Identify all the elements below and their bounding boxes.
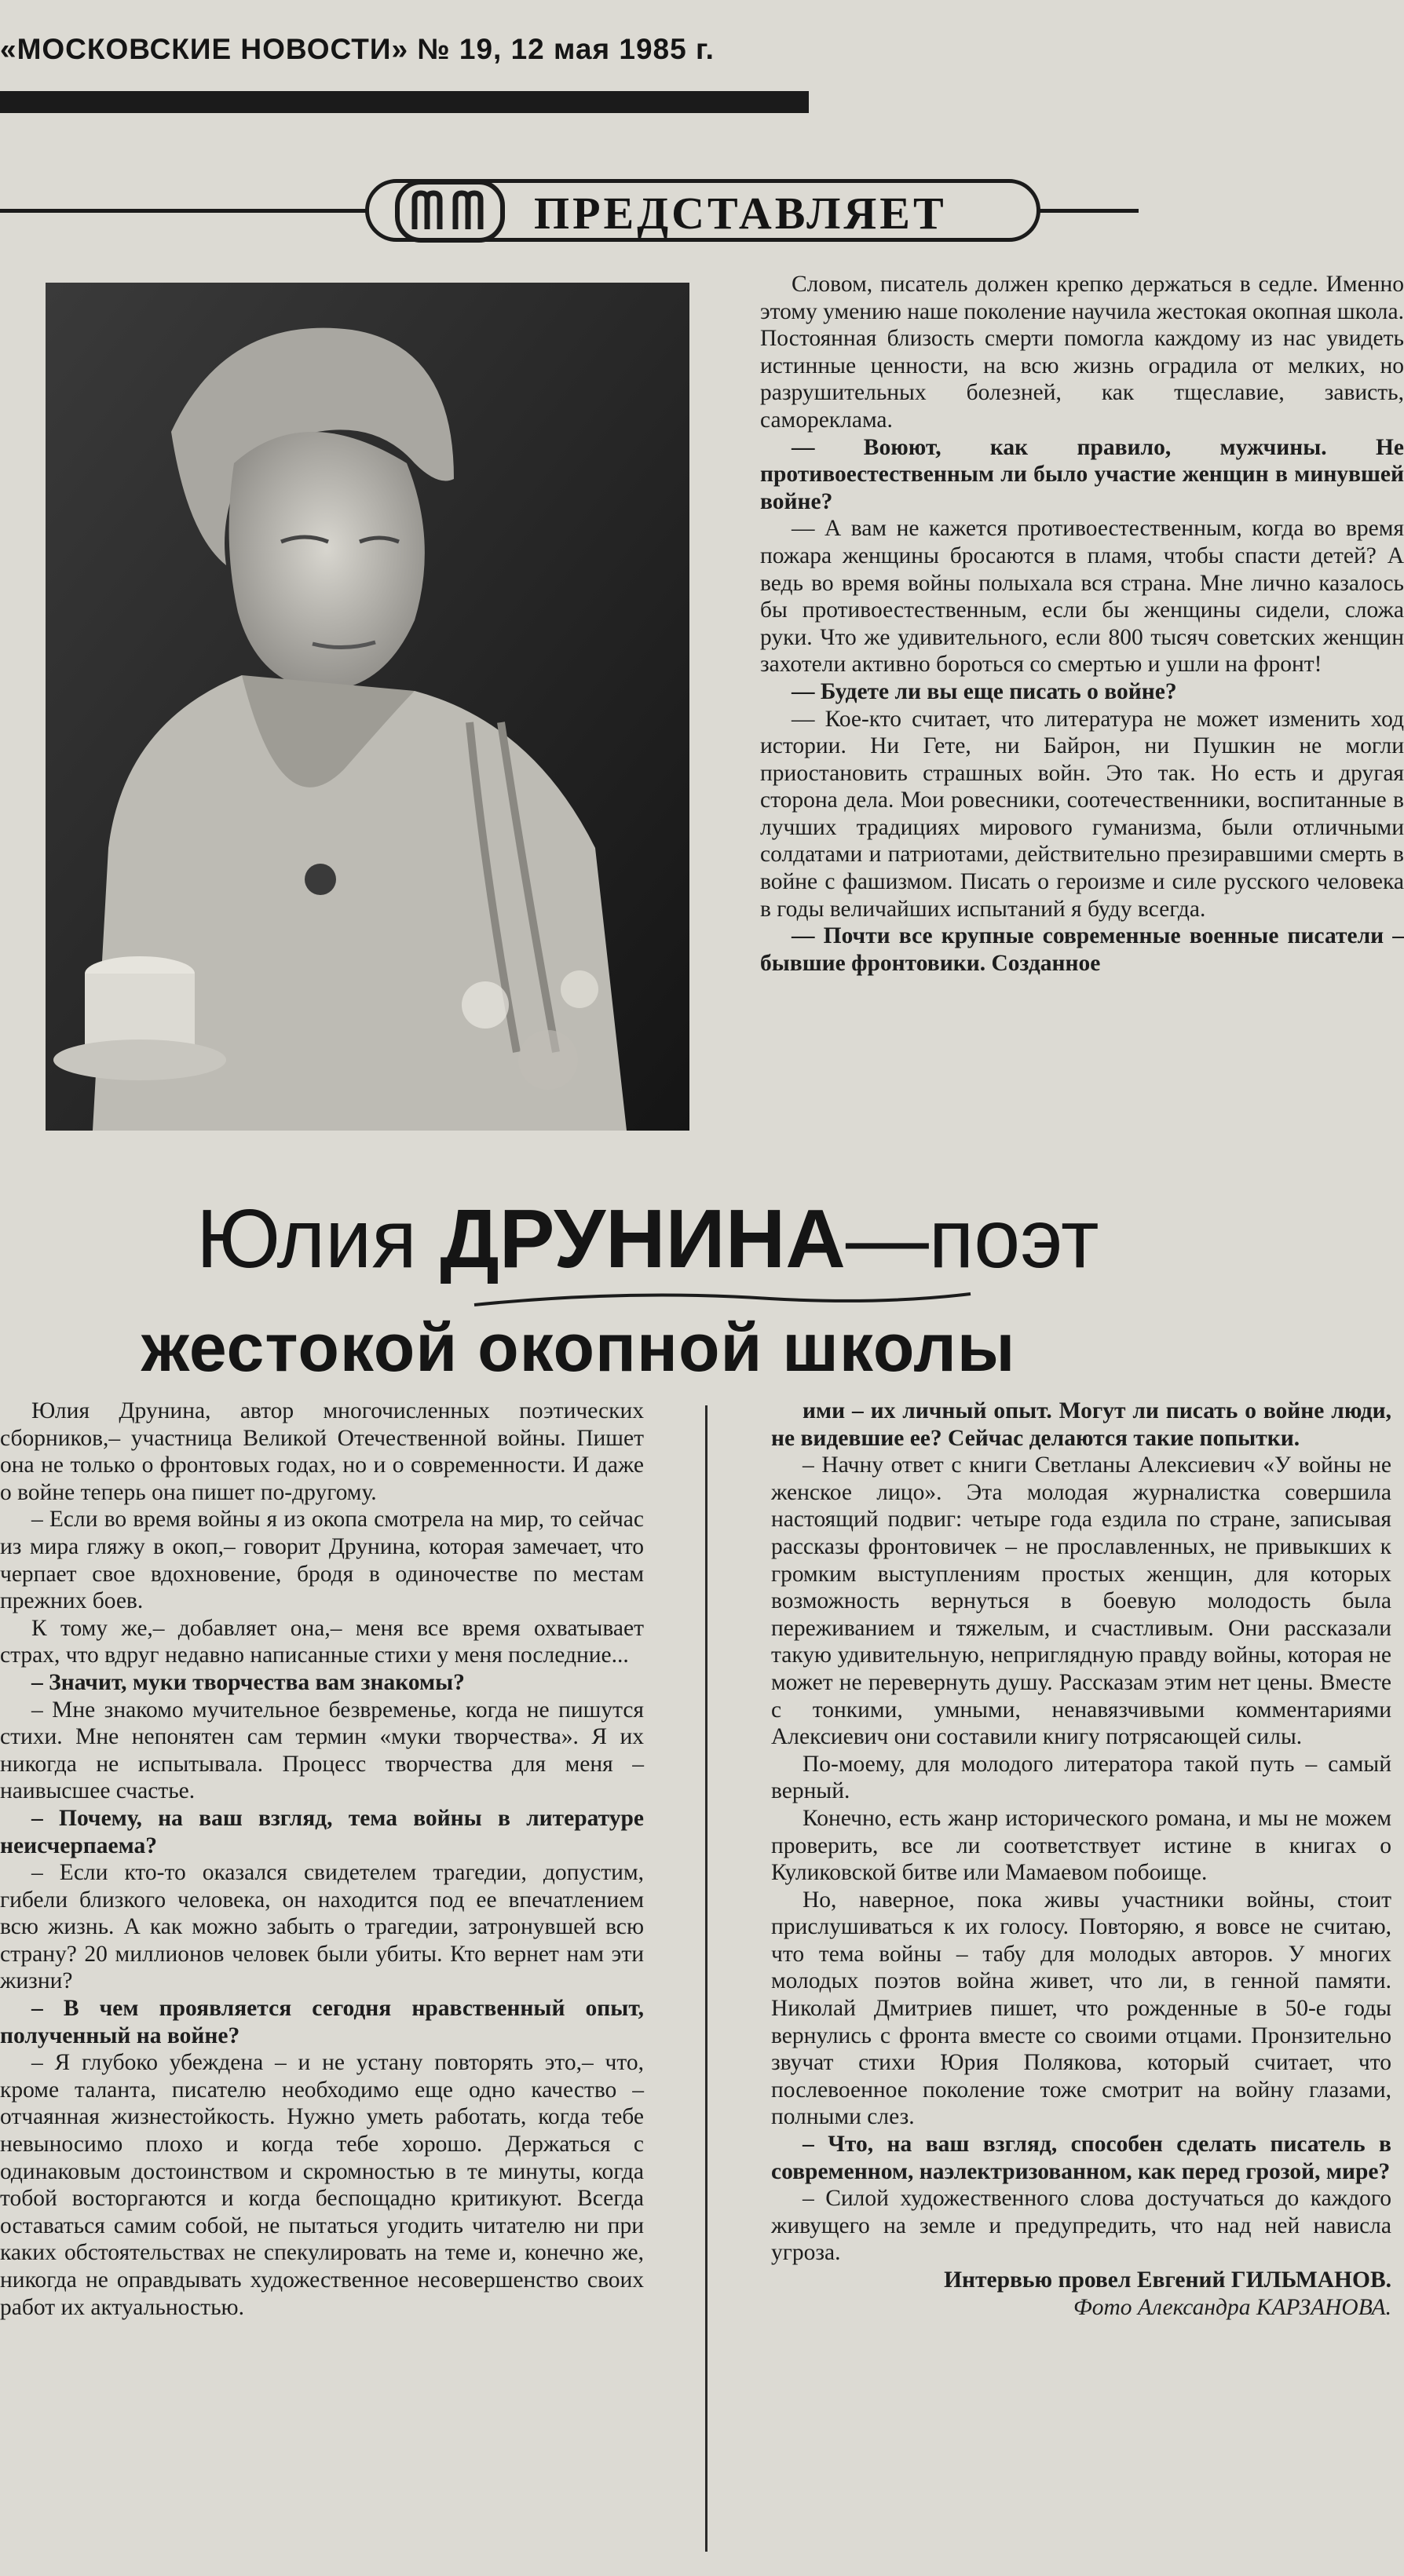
photo-credit: Фото Александра КАРЗАНОВА. [1073,2294,1391,2320]
headline-underline [471,1288,974,1311]
mn-logo-icon [391,177,509,245]
rubric-line-left [0,209,369,213]
portrait-photo [46,283,689,1131]
rubric-line-right [1037,209,1139,213]
bottom-right-column [771,1398,1391,2321]
top-right-column [760,271,1404,977]
article-paragraph: Словом, писатель должен крепко держаться в седле. Именно этому умению наше поколение научила жестокая окопная школа. Постоянная близость смерти помогла каждому из нас увидеть истинные ценности, на всю жизнь оградила от мелких, но разрушительных болезней, как тщеславие, зависть, самореклама. [760,272,1404,433]
article-paragraph: – Если во время войны я из окопа смотрела на мир, то сейчас из мира гляжу в окоп,– говорит Друнина, которая замечает, что черпает свое вдохновение, бродя в одиночестве по местам прежних боев. [0,1507,644,1614]
interview-question: ими – их личный опыт. Могут ли писать о войне люди, не видевшие ее? Сейчас делаются такие попытки. [771,1398,1391,1451]
masthead: «МОСКОВСКИЕ НОВОСТИ» № 19, 12 мая 1985 г. [0,33,715,65]
headline-name: ДРУНИНА [440,1193,846,1285]
interview-question: — Будете ли вы еще писать о войне? [792,678,1177,704]
interview-question: – Что, на ваш взгляд, способен сделать писатель в современном, наэлектризованном, как перед грозой, мире? [771,2132,1391,2184]
interview-question: – Значит, муки творчества вам знакомы? [31,1669,465,1695]
masthead-rule [0,91,809,113]
column-divider [705,1405,707,2552]
article-paragraph: Конечно, есть жанр исторического романа, и мы не можем проверить, все ли соответствует истине в книгах о Куликовской битве или Мамаевом побоище. [771,1805,1391,1886]
rubric-title: ПРЕДСТАВЛЯЕТ [534,188,947,239]
article-paragraph: – Если кто-то оказался свидетелем трагедии, допустим, гибели близкого человека, он находится под ее впечатлением всю жизнь. А как можно забыть о трагедии, затронувшей всю страну? 20 миллионов человек были убиты. Кто вернет нам эти жизни? [0,1860,644,1994]
interview-question: – Почему, на ваш взгляд, тема войны в литературе неисчерпаема? [0,1805,644,1858]
interview-question: — Почти все крупные современные военные писатели – бывшие фронтовики. Созданное [760,923,1404,976]
interviewer-signature: Интервью провел Евгений ГИЛЬМАНОВ. [944,2267,1391,2293]
headline-line1 [196,1192,1296,1287]
article-paragraph: – Силой художественного слова достучаться до каждого живущего на земле и предупредить, что над ней нависла угроза. [771,2186,1391,2266]
article-paragraph: – Я глубоко убеждена – и не устану повторять это,– что, кроме таланта, писателю необходимо еще одно качество – отчаянная жизнестойкость. Нужно уметь работать, когда тебе невыносимо плохо и когда тебе хорошо. Держаться с одинаковым достоинством и скромностью в те минуты, когда тобой восторгаются и когда беспощадно критикуют. Всегда оставаться самим собой, не пытаться угодить читателю ни при каких обстоятельствах не спекулировать на теме и, конечно же, никогда не оправдывать художественное несовершенство своих работ их актуальностью. [0,2050,644,2320]
article-paragraph: Но, наверное, пока живы участники войны, стоит прислушиваться к их голосу. Повторяю, я вовсе не считаю, что тема войны – табу для молодых авторов. У многих молодых поэтов война живет, что ли, в генной памяти. Николай Дмитриев пишет, что рожденные в 50-е годы вернулись с фронта вместе со своими отцами. Пронзительно звучат стихи Юрия Полякова, который считает, что послевоенное поколение тоже смотрит на войну глазами, полными слез. [771,1887,1391,2130]
headline-line2: жестокой окопной школы [141,1310,1016,1386]
headline-suffix: —поэт [845,1193,1099,1285]
article-paragraph: По-моему, для молодого литератора такой путь – самый верный. [771,1751,1391,1804]
bottom-left-column [0,1398,644,2321]
article-paragraph: — А вам не кажется противоестественным, когда во время пожара женщины бросаются в пламя, чтобы спасти детей? А ведь во время войны полыхала вся страна. Мне лично казалось бы противоестественным, если бы женщины сидели, сложа руки. Что же удивительного, если 800 тысяч советских женщин захотели активно бороться со смертью и ушли на фронт! [760,516,1404,678]
article-paragraph: Юлия Друнина, автор многочисленных поэтических сборников,– участница Великой Отечественной войны. Пишет она не только о фронтовых годах, но и о современности. И даже о войне теперь она пишет по-другому. [0,1398,644,1505]
article-paragraph: — Кое-кто считает, что литература не может изменить ход истории. Ни Гете, ни Байрон, ни Пушкин не могли приостановить страшных войн. Это так. Но есть и другая сторона дела. Мои ровесники, соотечественники, воспитанные в лучших традициях мирового гуманизма, были отличными солдатами и патриотами, действительно презиравшими смерть в войне с фашизмом. Писать о героизме и силе русского человека в годы величайших испытаний я буду всегда. [760,706,1404,922]
article-paragraph: – Начну ответ с книги Светланы Алексиевич «У войны не женское лицо». Эта молодая журналистка совершила настоящий подвиг: четыре года ездила по стране, записывая рассказы фронтовичек – не прославленных, не привыкших к громким выступлениям простых женщин, для которых возможность вернуться в боевую молодость была переживанием и тяжелым, и счастливым. Они рассказали такую удивительную, неприглядную правду войны, которая не может не перевернуть душу. Рассказам этим нет цены. Вместе с тонкими, умными, ненавязчивыми комментариями Алексиевич они составили книгу потрясающей силы. [771,1452,1391,1750]
interview-question: – В чем проявляется сегодня нравственный опыт, полученный на войне? [0,1996,644,2048]
article-paragraph: К тому же,– добавляет она,– меня все время охватывает страх, что вдруг недавно написанные стихи у меня последние... [0,1615,644,1668]
headline-prefix: Юлия [196,1193,441,1285]
interview-question: — Воюют, как правило, мужчины. Не противоестественным ли было участие женщин в минувшей войне? [760,434,1404,514]
article-paragraph: – Мне знакомо мучительное безвременье, когда не пишутся стихи. Мне непонятен сам термин «муки творчества». Я их никогда не испытывала. Процесс творчества для меня – наивысшее счастье. [0,1697,644,1804]
